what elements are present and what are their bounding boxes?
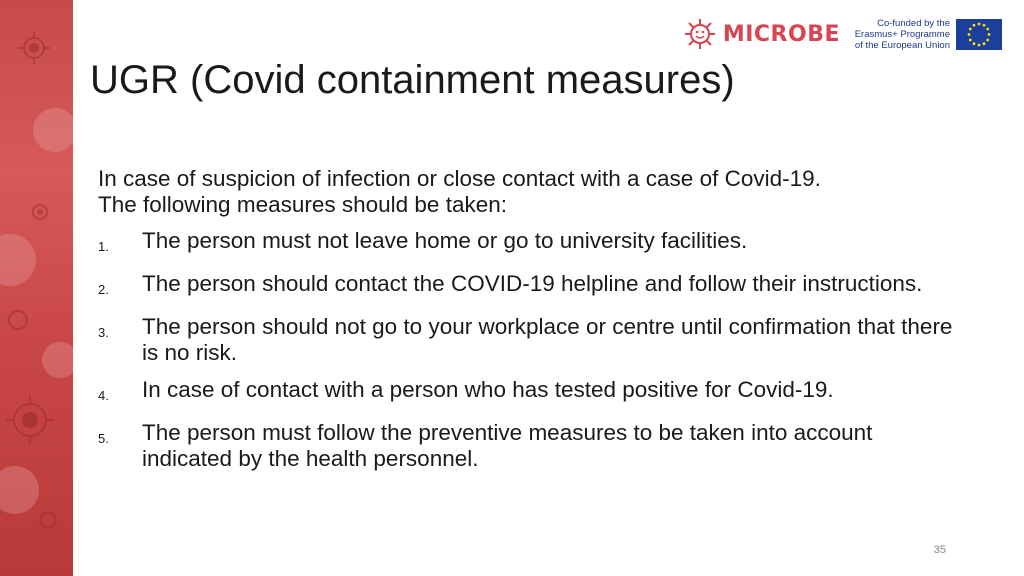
eu-flag-icon <box>956 19 1002 50</box>
measures-list <box>98 228 958 472</box>
virus-pattern-icon <box>0 0 73 576</box>
list-item <box>98 420 958 472</box>
list-item-number: 4. <box>98 388 109 403</box>
microbe-virus-icon <box>683 17 717 51</box>
eu-funding-text <box>854 18 950 51</box>
microbe-wordmark: MICROBE <box>722 21 840 47</box>
list-item-text: The person must follow the preventive measures to be taken into account indicated by the health personnel. <box>142 420 873 471</box>
list-item-number: 2. <box>98 282 109 297</box>
list-item-number: 3. <box>98 325 109 340</box>
intro-line-2: The following measures should be taken: <box>98 192 507 217</box>
intro-text <box>98 166 958 218</box>
list-item-number: 1. <box>98 239 109 254</box>
eu-line-1: Co-funded by the <box>877 17 950 29</box>
decorative-side-strip <box>0 0 73 576</box>
list-item-number: 5. <box>98 431 109 446</box>
eu-line-2: Erasmus+ Programme <box>854 28 950 40</box>
list-item <box>98 228 958 260</box>
intro-line-1: In case of suspicion of infection or close contact with a case of Covid-19. <box>98 166 821 191</box>
slide-title: UGR (Covid containment measures) <box>90 58 735 102</box>
list-item-text: The person should not go to your workplace or centre until confirmation that there is no risk. <box>142 314 953 365</box>
microbe-logo <box>683 17 840 51</box>
slide-body <box>98 166 958 483</box>
list-item <box>98 314 958 366</box>
list-item <box>98 377 958 409</box>
list-item-text: In case of contact with a person who has tested positive for Covid-19. <box>142 377 834 402</box>
eu-erasmus-logo <box>854 18 1002 51</box>
list-item-text: The person must not leave home or go to university facilities. <box>142 228 748 253</box>
page-number: 35 <box>933 544 946 556</box>
header-logos <box>683 12 1002 56</box>
list-item-text: The person should contact the COVID-19 helpline and follow their instructions. <box>142 271 923 296</box>
list-item <box>98 271 958 303</box>
eu-line-3: of the European Union <box>854 39 950 51</box>
